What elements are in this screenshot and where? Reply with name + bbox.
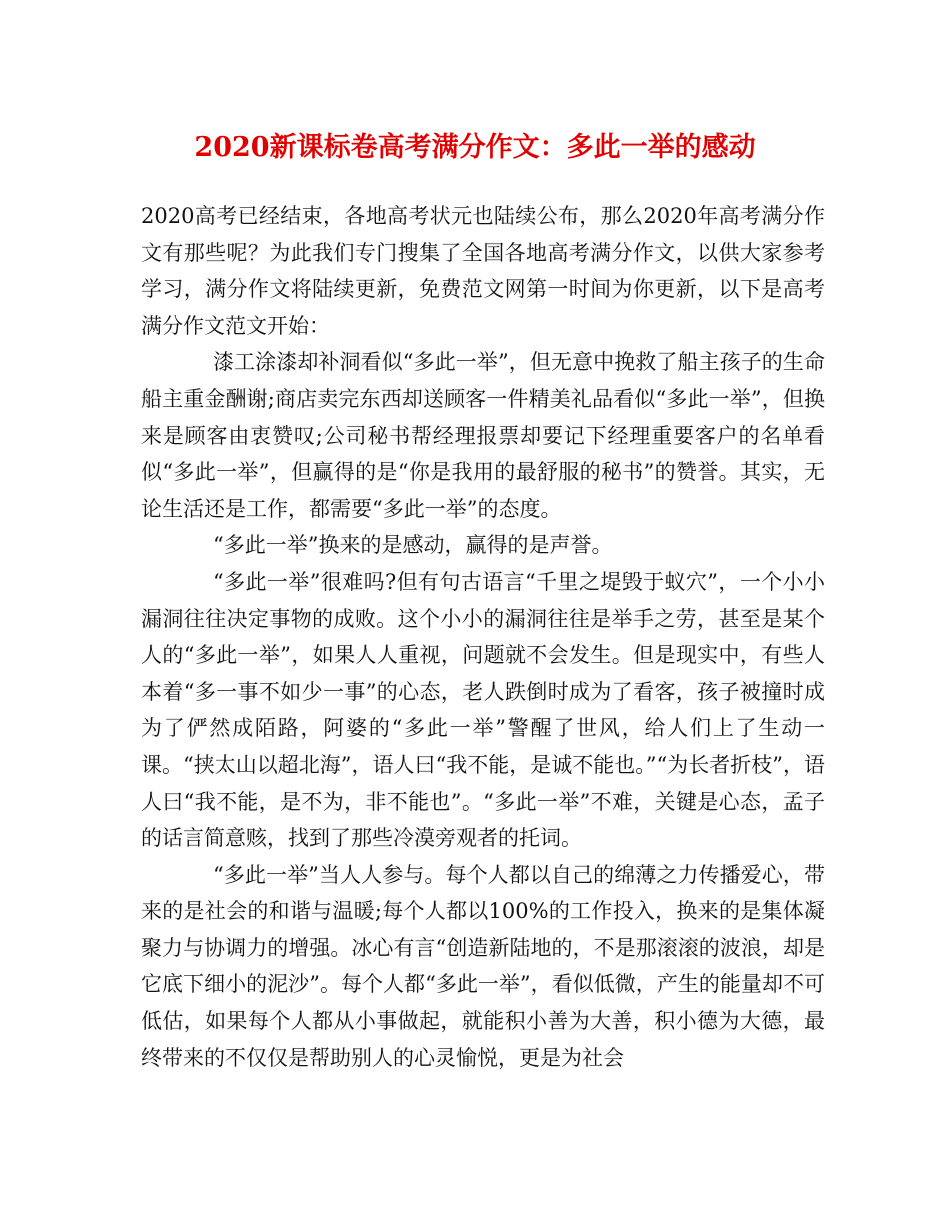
paragraph-intro: 2020高考已经结束，各地高考状元也陆续公布，那么2020年高考满分作文有那些呢？为此我们专门搜集了全国各地高考满分作文，以供大家参考学习，满分作文将陆续更新，免费范文网第一时间为你更新，以下是高考满分作文范文开始： <box>141 204 825 338</box>
document-body <box>141 198 825 1076</box>
paragraph: “多此一举”换来的是感动，赢得的是声誉。 <box>213 533 613 558</box>
paragraph: “多此一举”很难吗?但有句古语言“千里之堤毁于蚁穴”，一个小小漏洞往往决定事物的成败。这个小小的漏洞往往是举手之劳，甚至是某个人的“多此一举”，如果人人重视，问题就不会发生。但是现实中，有些人本着“多一事不如少一事”的心态，老人跌倒时成为了看客，孩子被撞时成为了俨然成陌路，阿婆的“多此一举”警醒了世风，给人们上了生动一课。“挟太山以超北海”，语人曰“我不能，是诚不能也。”“为长者折枝”，语人曰“我不能，是不为，非不能也”。“多此一举”不难，关键是心态，孟子的话言简意赅，找到了那些冷漠旁观者的托词。 <box>141 569 825 851</box>
document-title: 2020新课标卷高考满分作文：多此一举的感动 <box>194 132 756 163</box>
paragraph: 漆工涂漆却补洞看似“多此一举”，但无意中挽救了船主孩子的生命船主重金酬谢;商店卖完东西却送顾客一件精美礼品看似“多此一举”，但换来是顾客由衷赞叹;公司秘书帮经理报票却要记下经理重要客户的名单看似“多此一举”，但赢得的是“你是我用的最舒服的秘书”的赞誉。其实，无论生活还是工作，都需要“多此一举”的态度。 <box>141 350 825 521</box>
paragraph: “多此一举”当人人参与。每个人都以自己的绵薄之力传播爱心，带来的是社会的和谐与温暖;每个人都以100%的工作投入，换来的是集体凝聚力与协调力的增强。冰心有言“创造新陆地的，不是那滚滚的波浪，却是它底下细小的泥沙”。每个人都“多此一举”，看似低微，产生的能量却不可低估，如果每个人都从小事做起，就能积小善为大善，积小德为大德，最终带来的不仅仅是帮助别人的心灵愉悦，更是为社会 <box>141 862 825 1070</box>
